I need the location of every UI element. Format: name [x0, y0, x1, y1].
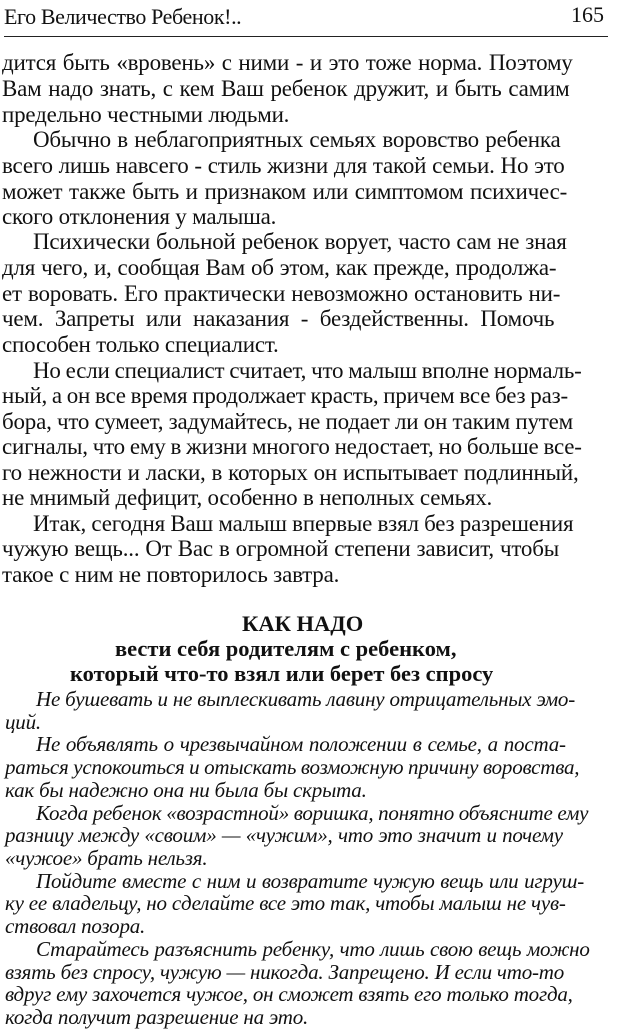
advice-line: раться успокоиться и отыскать возможную причину воровства,: [5, 755, 580, 780]
body-line: Психически больной ребенок ворует, часто сам не зная: [33, 229, 567, 254]
advice-line: Пойдите вместе с ним и возвратите чужую вещь или игруш-: [36, 868, 585, 893]
body-line: го нежности и ласки, в которых он испытывает подлинный,: [2, 460, 579, 485]
advice-line: разницу между «своим» — «чужим», что это значит и почему: [5, 823, 563, 848]
body-line: дится быть «вровень» с ними - и это тоже норма. Поэтому: [2, 50, 573, 75]
advice-line: взять без спросу, чужую — никогда. Запрещено. И если что-то: [5, 959, 565, 984]
body-line: может также быть и признаком или симптомом психичес-: [2, 179, 568, 204]
body-line: не мнимый дефицит, особенно в неполных семьях.: [2, 485, 493, 510]
advice-line: когда получит разрешение на это.: [5, 1005, 309, 1029]
page-number: 165: [571, 2, 604, 27]
advice-line: Когда ребенок «возрастной» воришка, понятно объясните ему: [36, 800, 589, 825]
advice-line: Не объявлять о чрезвычайном положении в семье, а поста-: [36, 732, 566, 757]
advice-line: ций.: [5, 709, 41, 734]
body-line: Итак, сегодня Ваш малыш впервые взял без разрешения: [33, 511, 574, 536]
body-line: ный, а он все время продолжает красть, причем все без раз-: [2, 383, 568, 408]
body-line: Обычно в неблагоприятных семьях воровство ребенка: [33, 127, 561, 152]
body-line: способен только специалист.: [2, 332, 279, 357]
body-line: для чего, и, сообщая Вам об этом, как прежде, продолжа-: [2, 255, 557, 280]
body-line: всего лишь навсего - стиль жизни для такой семьи. Но это: [2, 153, 565, 178]
body-line: чужую вещь... От Вас в огромной степени зависит, чтобы: [2, 536, 559, 561]
body-line: ет воровать. Его практически невозможно остановить ни-: [2, 281, 561, 306]
advice-line: Не бушевать и не выплескивать лавину отрицательных эмо-: [36, 687, 576, 711]
body-line: бора, что сумеет, задумайтесь, не подает ли он таким путем: [2, 409, 573, 434]
advice-line: «чужое» брать нельзя.: [5, 846, 208, 870]
body-line: ского отклонения у малыша.: [2, 204, 277, 229]
body-line: чем. Запреты или наказания - бездейственны. Помочь: [2, 306, 555, 331]
advice-line: Старайтесь разъяснить ребенку, что лишь свою вещь можно: [36, 936, 590, 961]
section-heading-line2: вести себя родителям с ребенком,: [115, 636, 457, 661]
advice-line: ствовал позора.: [5, 914, 146, 939]
section-heading-line1: КАК НАДО: [242, 611, 364, 636]
body-line: сигналы, что ему в жизни многого недостает, но больше все-: [2, 434, 582, 459]
advice-line: как бы надежно она ни была бы скрыта.: [5, 777, 367, 802]
advice-line: ку ее владельцу, но сделайте все это так, чтобы малыш не чув-: [5, 891, 566, 916]
advice-line: вдруг ему захочется чужое, он сможет взять его только тогда,: [5, 982, 573, 1007]
body-line: такое с ним не повторилось завтра.: [2, 562, 340, 587]
body-line: Вам надо знать, с кем Ваш ребенок дружит, и быть самим: [2, 76, 570, 101]
section-heading-line3: который что-то взял или берет без спросу: [70, 661, 494, 686]
running-title: Его Величество Ребенок!..: [4, 4, 242, 29]
body-line: предельно честными людьми.: [2, 102, 290, 127]
page-header: [4, 2, 608, 37]
body-line: Но если специалист считает, что малыш вполне нормаль-: [33, 358, 582, 383]
